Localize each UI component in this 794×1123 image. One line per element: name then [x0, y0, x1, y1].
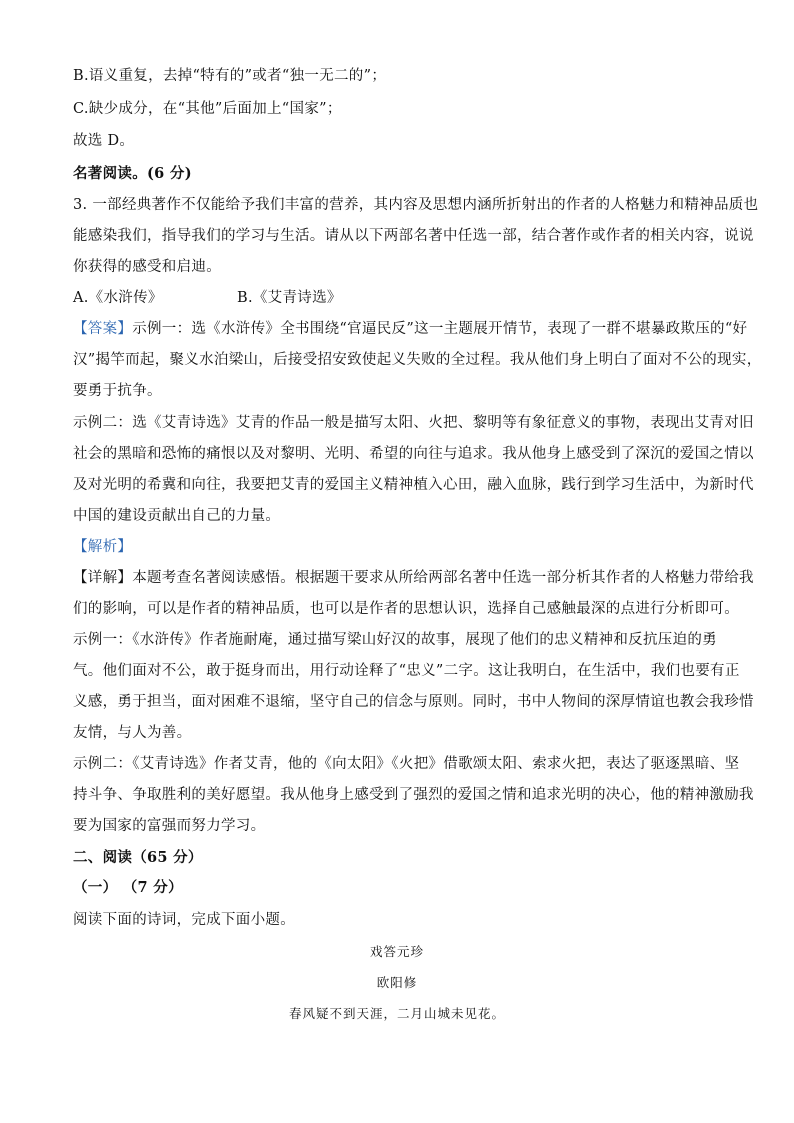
subsection-heading-one: （一） （7 分）: [73, 879, 183, 896]
question-3-line-3: 你获得的感受和启迪。: [73, 259, 221, 275]
answer-choice: 故选 D。: [73, 133, 135, 149]
detail-line-3: 示例一：《水浒传》作者施耐庵，通过描写梁山好汉的故事，展现了他们的忠义精神和反抗压迫的勇: [73, 632, 717, 648]
poem-author: 欧阳修: [376, 975, 418, 990]
detail-tag: 【详解】: [73, 570, 133, 586]
option-b: B.《艾青诗选》: [237, 290, 342, 306]
answer-line-3: 要勇于抗争。: [73, 383, 162, 399]
detail-line-4: 气。他们面对不公，敢于挺身而出，用行动诠释了“忠义”二字。这让我明白，在生活中，我们也要有正: [73, 663, 740, 679]
detail-line-1: [73, 568, 754, 588]
answer-line-4: 示例二：选《艾青诗选》艾青的作品一般是描写太阳、火把、黎明等有象征意义的事物，表现出艾青对旧: [73, 415, 754, 431]
section-heading-reading: 二、阅读（65 分）: [73, 849, 203, 866]
detail-line-8: 持斗争、争取胜利的美好愿望。我从他身上感受到了强烈的爱国之情和追求光明的决心，他的精神激励我: [73, 787, 754, 803]
answer-line-2: 汉”揭竿而起，聚义水泊梁山，后接受招安致使起义失败的全过程。我从他们身上明白了面对不公的现实，: [73, 352, 762, 368]
section-heading-famous-books: 名著阅读。(6 分): [73, 165, 192, 182]
detail-line-9: 要为国家的富强而努力学习。: [73, 818, 266, 834]
answer-line-5: 社会的黑暗和恐怖的痛恨以及对黎明、光明、希望的向往与追求。我从他身上感受到了深沉的爱国之情以: [73, 446, 754, 462]
option-c-explanation: C.缺少成分，在“其他”后面加上“国家”；: [73, 101, 342, 117]
answer-line-1: [73, 319, 747, 339]
option-b-explanation: B.语义重复，去掉“特有的”或者“独一无二的”；: [73, 68, 387, 84]
poem-line-1: 春风疑不到天涯，二月山城未见花。: [288, 1006, 505, 1021]
detail-line-2: 们的影响，可以是作者的精神品质，也可以是作者的思想认识，选择自己感触最深的点进行分析即可。: [73, 601, 739, 617]
analysis-tag: 【解析】: [73, 539, 133, 555]
question-3-line-1: 3. 一部经典著作不仅能给予我们丰富的营养，其内容及思想内涵所折射出的作者的人格魅力和精神品质也: [73, 197, 759, 213]
detail-line-5: 义感，勇于担当，面对困难不退缩，坚守自己的信念与原则。同时，书中人物间的深厚情谊也教会我珍惜: [73, 694, 754, 710]
answer-line-6: 及对光明的希冀和向往，我要把艾青的爱国主义精神植入心田，融入血脉，践行到学习生活中，为新时代: [73, 477, 754, 493]
detail-line-7: 示例二：《艾青诗选》作者艾青，他的《向太阳》《火把》借歌颂太阳、索求火把，表达了驱逐黑暗、坚: [73, 756, 740, 772]
reading-instruction: 阅读下面的诗词，完成下面小题。: [73, 912, 295, 928]
question-3-options: [73, 288, 473, 308]
option-a: A.《水浒传》: [73, 290, 163, 306]
answer-line-7: 中国的建设贡献出自己的力量。: [73, 508, 281, 524]
answer-tag: 【答案】: [73, 321, 133, 337]
question-3-line-2: 能感染我们，指导我们的学习与生活。请从以下两部名著中任选一部，结合著作或作者的相关内容，说说: [73, 228, 754, 244]
detail-line-6: 友情，与人为善。: [73, 725, 192, 741]
answer-text-1: 示例一：选《水浒传》全书围绕“官逼民反”这一主题展开情节，表现了一群不堪暴政欺压的“好: [132, 321, 748, 337]
poem-title: 戏答元珍: [369, 944, 424, 959]
detail-text-1: 本题考查名著阅读感悟。根据题干要求从所给两部名著中任选一部分析其作者的人格魅力带给我: [132, 570, 754, 586]
